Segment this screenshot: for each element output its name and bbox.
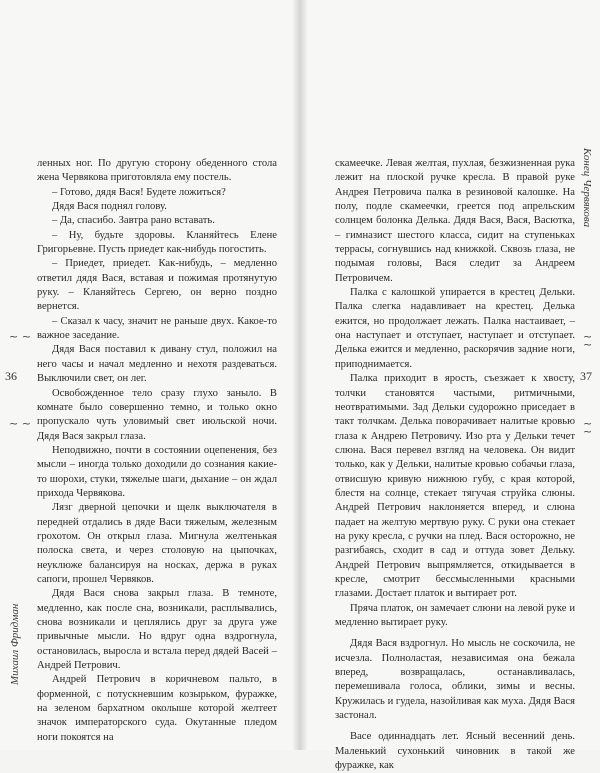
left-text-column <box>37 157 277 745</box>
left-ornament-bottom: ~ ~ <box>9 417 31 430</box>
paragraph: Неподвижно, почти в состоянии оцепенения, без мысли – иногда только доходили до сознания какие-то шорохи, стуки, тяжелые шаги, дыхание – он ждал прихода Червякова. <box>37 444 277 499</box>
paragraph: – Да, спасибо. Завтра рано вставать. <box>52 215 215 227</box>
paragraph: Освобожденное тело сразу глухо заныло. В комнате было совершенно темно, и только окно пропускало чуть уловимый свет июльской ночи. Дядя Вася закрыл глаза. <box>37 387 277 442</box>
paragraph: Дядя Вася снова закрыл глаза. В темноте, медленно, как после сна, возникали, расплывались, снова возникали и цеплялись друг за друга уже привычные мысли. Но вдруг одна вздрогнула, остановилась, выросла и встала перед дядей Васей – Андрей Петрович. <box>37 588 277 672</box>
right-page-number: 37 <box>580 369 592 383</box>
paragraph: – Готово, дядя Вася! Будете ложиться? <box>52 186 226 198</box>
paragraph: Дядя Вася поднял голову. <box>52 201 167 213</box>
paragraph: Палка приходит в ярость, съезжает к хвосту, толчки становятся частыми, ритмичными, неотвратимыми. Зад Дельки судорожно приседает в такт толчкам. Делька поворачивает налитые кровью глаза к Андрею Петровичу. Изо рта у Дельки течет слюна. Вася перевел взгляд на человека. Он видит только, как у Дельки, налитые кровью собачьи глаза, отвисшую кривую нижнюю губу, с края которой, блестя на солнце, стекает тягучая струйка слюны. Андрей Петрович наклоняется вперед, и слюна падает на желтую мертвую руку. С руки она стекает на руку кресла, с ручки на плед. Вася осторожно, не разгибаясь, сходит в сад и оттуда зовет Дельку. Андрей Петрович выпрямляется, откидывается в кресле, смотрит бессмысленными красными глазами. Достает платок и вытирает рот. <box>335 373 575 600</box>
paragraph: Дядя Вася вздрогнул. Но мысль не соскочила, не исчезла. Полноластая, независимая она бежала вперед, возвращалась, останавливалась, перемешивала голоса, облики, зимы и весны. Кружилась и гудела, назойливая как муха. Дядя Вася застонал. <box>335 638 575 722</box>
paragraph: Дядя Вася поставил к дивану стул, положил на него часы и начал медленно и нехотя раздеваться. Выключили свет, он лег. <box>37 344 277 385</box>
right-ornament-bottom: ~ ~ <box>583 417 593 438</box>
right-ornament-top: ~ ~ <box>583 330 593 351</box>
right-text-column <box>335 157 575 773</box>
paragraph: Лязг дверной цепочки и щелк выключателя в передней отдались в дяде Васи тяжелым, железным грохотом. Он открыл глаза. Мигнула желтенькая полоска света, и через столовую на цыпочках, неуклюже балансируя на носках, держа в руках сапоги, прошел Червяков. <box>37 502 277 585</box>
paragraph: Палка с калошкой упирается в крестец Дельки. Палка слегка надавливает на крестец. Делька ежится, но продолжает лежать. Палка настаивает, – она наступает и отступает, наступает и отступает. Делька ежится и медленно, раскорячив задние ноги, приподнимается. <box>335 287 575 370</box>
paragraph: Пряча платок, он замечает слюни на левой руке и медленно вытирает руку. <box>335 602 575 628</box>
paragraph: – Сказал к часу, значит не раньше двух. Какое-то важное заседание. <box>37 315 277 342</box>
right-running-head: Конец Червякова <box>581 148 593 228</box>
book-gutter <box>293 0 307 750</box>
left-running-head: Михаил Фридман <box>9 603 21 685</box>
paragraph: – Ну, будьте здоровы. Кланяйтесь Елене Григорьевне. Пусть приедет как-нибудь погостить. <box>37 229 277 256</box>
paragraph: Андрей Петрович в коричневом пальто, в форменной, с потускневшим козырьком, фуражке, на зеленом бархатном околыше которой желтеет значок императорского суда. Окутанные пледом ноги покоятся на <box>37 674 277 743</box>
paragraph: – Приедет, приедет. Как-нибудь, – медленно ответил дядя Вася, вставая и пожимая протянутую руку. – Кланяйтесь Сергею, он верно поздно вернется. <box>37 258 277 313</box>
paragraph: ленных ног. По другую сторону обеденного стола жена Червякова приготовляла ему постель. <box>37 158 277 184</box>
paragraph: скамеечке. Левая желтая, пухлая, безжизненная рука лежит на плоской ручке кресла. В правой руке Андрея Петровича палка в резиновой калошке. На полу, подле скамеечки, греется под апрельским солнцем болонка Делька. Дядя Вася, Вася, Васютка, – гимназист шестого класса, сидит на ступеньках террасы, согнувшись над книжкой. Сквозь глаза, не подымая головы, Вася следит за Андреем Петровичем. <box>335 158 575 284</box>
left-ornament-top: ~ ~ <box>9 330 31 343</box>
left-page-number: 36 <box>5 369 17 383</box>
paragraph: Васе одиннадцать лет. Ясный весенний день. Маленький сухонький чиновник в такой же фуражке, как <box>335 731 575 772</box>
